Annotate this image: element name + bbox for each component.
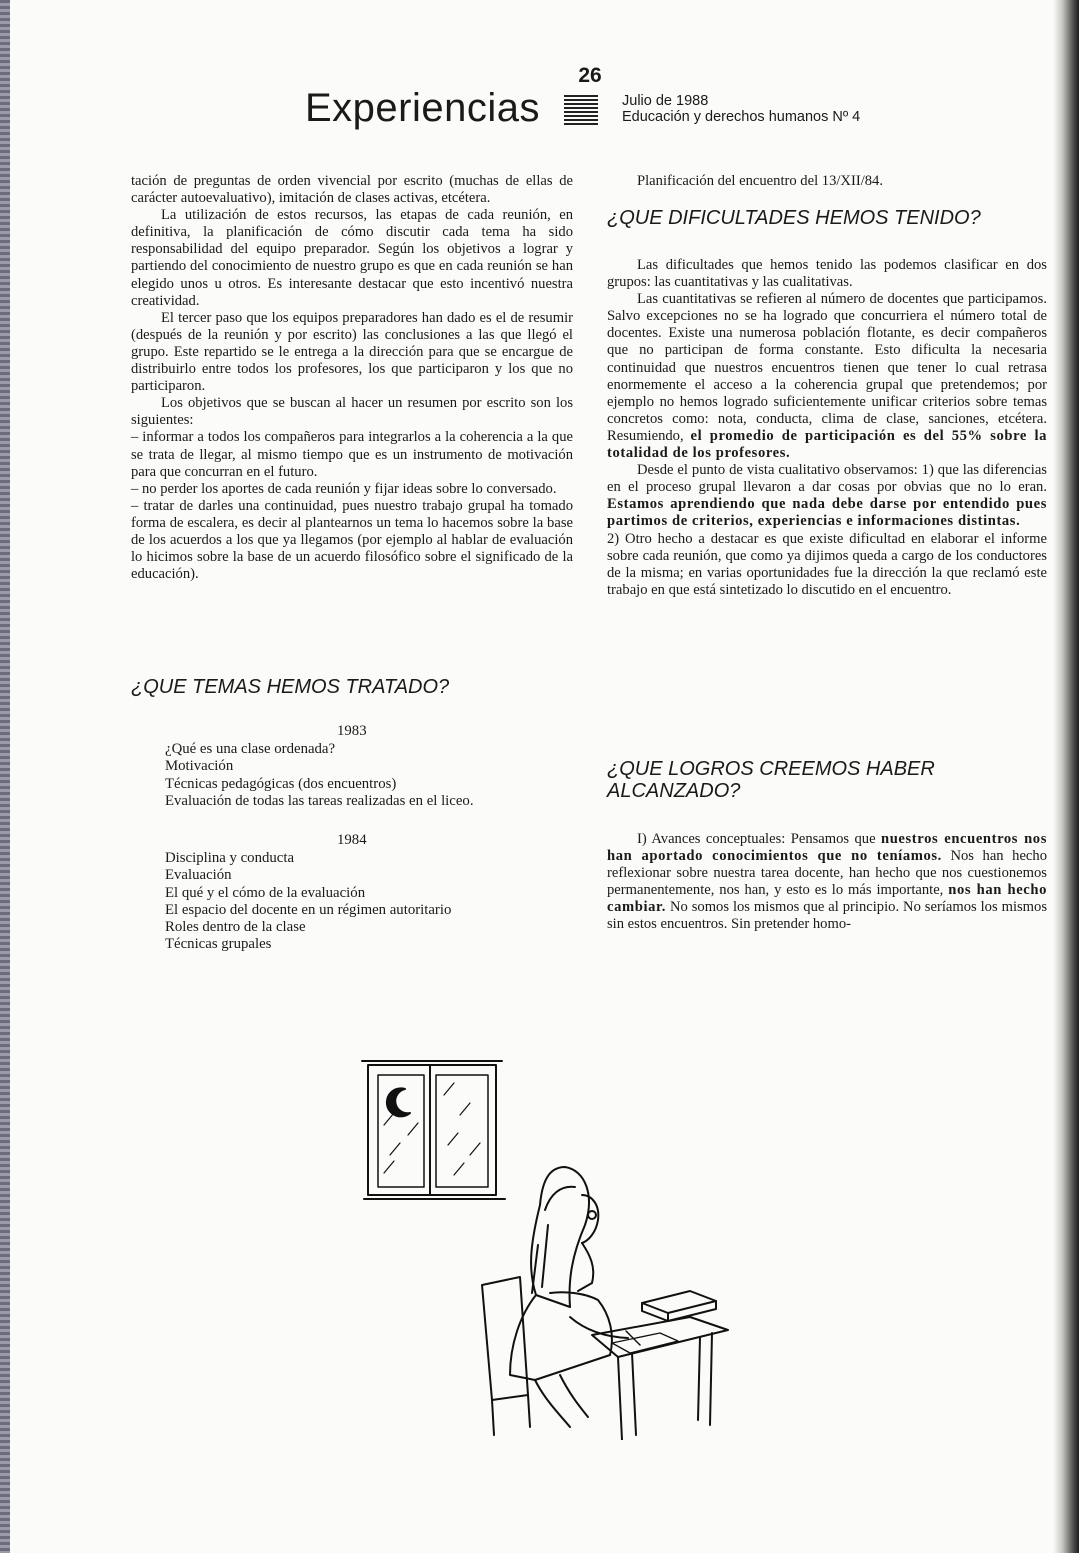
paragraph: El tercer paso que los equipos preparadores han dado es el de resumir (después de la reunión y por escrito) las conclusiones a las que llegó el grupo. Este repartido se le entrega a la dirección para que se encargue de distribuirlo entre todos los profesores, los que participaron y los que no participaron. [131, 309, 573, 395]
dificultades-text [607, 257, 1047, 599]
heading-temas: ¿QUE TEMAS HEMOS TRATADO? [131, 676, 450, 698]
emphasis-text: nos han hecho cambiar. [607, 882, 1047, 916]
emphasis-text: el promedio de participación es del 55% sobre la totalidad de los profesores. [607, 427, 1047, 462]
planificacion-note: Planificación del encuentro del 13/XII/84. [637, 173, 883, 189]
bullet-item: – tratar de darles una continuidad, pues nuestro trabajo grupal ha tomado forma de escalera, es decir al plantearnos un tema lo hacemos sobre la base de los acuerdos a los que ya llegamos (por ejemplo al hablar de evaluación lo hicimos sobre la base de un acuerdo filosófico sobre el significado de la educación). [131, 497, 573, 583]
issue-info [622, 93, 860, 125]
paragraph: Las dificultades que hemos tenido las podemos clasificar en dos grupos: las cuantitativas y las cualitativas. [607, 257, 1047, 291]
topics-1983 [165, 741, 474, 810]
window-frame [368, 1065, 496, 1195]
emphasis-text: Estamos aprendiendo que nada debe darse por entendido pues partimos de criterios, experiencias e informaciones distintas. [607, 496, 1047, 530]
issue-date: Julio de 1988 [622, 93, 709, 109]
scan-left-edge [0, 0, 10, 1553]
paragraph-text: Las cuantitativas se refieren al número de docentes que participamos. Salvo excepciones no se ha logrado que concurriera el número total de docentes. Existe una numerosa población flotante, es decir compañeros que no participan de forma constante. Esto dificulta la necesaria continuidad que nuestros encuentros tienen que tener lo cual retrasa enormemente el acceso a la coherencia grupal que pretendemos; por ejemplo no hemos logrado suficientemente unificar criterios sobre temas concretos como: nota, conducta, clima de clase, sanciones, etcétera. Resumiendo, [607, 291, 1047, 444]
heading-logros: ¿QUE LOGROS CREEMOS HABER ALCANZADO? [607, 758, 935, 802]
paragraph-text: No somos los mismos que al principio. No seríamos los mismos sin estos encuentros. Sin pretender homo- [607, 899, 1047, 933]
paragraph: La utilización de estos recursos, las etapas de cada reunión, en definitiva, la planificación de cómo discutir cada tema ha sido responsabilidad del equipo preparador. Según los objetivos a lograr y partiendo del conocimiento de nuestro grupo es que en cada reunión se han elegido unos u otros. Es interesante destacar que esto incentivó nuestra creatividad. [131, 207, 573, 309]
paragraph [607, 462, 1047, 530]
section-title: Experiencias [305, 86, 541, 130]
topic-item: ¿Qué es una clase ordenada? [165, 741, 336, 757]
year-1984: 1984 [337, 832, 367, 848]
paragraph-text: Nos han hecho reflexionar sobre nuestra tarea docente, han hecho que nos cuestionemos permanentemente, nos han, y esto es lo más importante, [607, 848, 1047, 899]
paragraph: 2) Otro hecho a destacar es que existe dificultad en elaborar el informe sobre cada reunión, que como ya dijimos queda a cargo de los conductores de la misma; en varias oportunidades fue la dirección la que reclamó este trabajo en que está sintetizado lo discutido en el encuentro. [607, 530, 1047, 598]
year-1983: 1983 [337, 723, 367, 739]
paragraph [607, 291, 1047, 462]
title-decoration [564, 95, 598, 125]
moon-icon [387, 1088, 410, 1116]
topic-item: El espacio del docente en un régimen autoritario [165, 901, 452, 918]
topic-item: Técnicas grupales [165, 936, 272, 953]
paragraph [607, 831, 1047, 934]
topic-item: El qué y el cómo de la evaluación [165, 884, 366, 901]
paragraph-text: Desde el punto de vista cualitativo observamos: 1) que las diferencias en el proceso grupal llevaron a dar cosas por obvias que no lo eran. [607, 462, 1047, 496]
topic-item: Evaluación de todas las tareas realizadas en el liceo. [165, 792, 474, 809]
books-icon [642, 1291, 716, 1313]
emphasis-text: nuestros encuentros nos han aportado conocimientos que no teníamos. [607, 831, 1047, 865]
heading-dificultades: ¿QUE DIFICULTADES HEMOS TENIDO? [607, 207, 981, 229]
publication-name: Educación y derechos humanos Nº 4 [622, 109, 861, 125]
topic-item: Técnicas pedagógicas (dos encuentros) [165, 775, 397, 792]
topic-item: Roles dentro de la clase [165, 919, 306, 936]
topic-item: Evaluación [165, 867, 232, 884]
logros-text [607, 831, 1047, 934]
bullet-item: – informar a todos los compañeros para integrarlos a la coherencia a la que se trata de llegar, al mismo tiempo que es un instrumento de motivación para que concurran en el futuro. [131, 429, 573, 480]
topic-item: Disciplina y conducta [165, 850, 295, 866]
paragraph: Los objetivos que se buscan al hacer un resumen por escrito son los siguientes: [131, 395, 573, 429]
topic-item: Motivación [165, 758, 234, 775]
student-desk-illustration [360, 1055, 730, 1440]
bullet-item: – no perder los aportes de cada reunión y fijar ideas sobre lo conversado. [131, 480, 557, 497]
left-column [131, 173, 573, 583]
topics-1984 [165, 850, 451, 954]
scan-right-edge [1053, 0, 1079, 1553]
paragraph: tación de preguntas de orden vivencial por escrito (muchas de ellas de carácter autoevaluativo), imitación de clases activas, etcétera. [131, 173, 573, 207]
page-number: 26 [578, 64, 602, 87]
paragraph-text: I) Avances conceptuales: Pensamos que [637, 831, 876, 847]
